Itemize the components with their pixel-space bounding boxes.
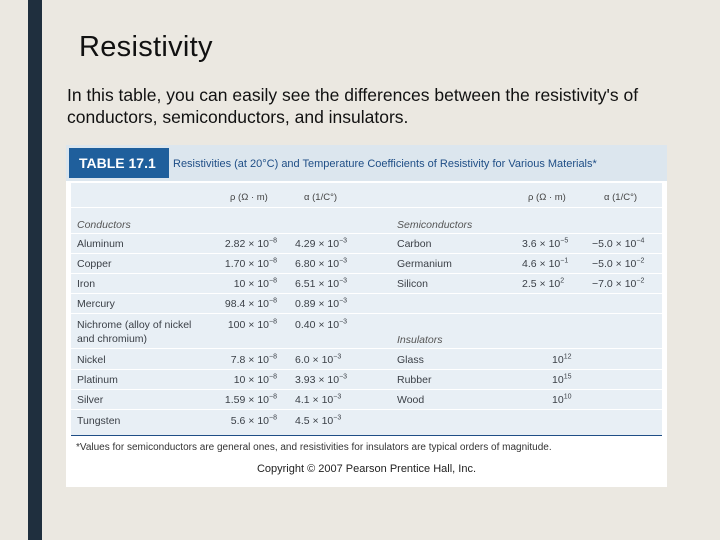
conductor-temp-coefficient: $3.93 \times 10^{-3}$ [295,373,348,386]
semiconductor-temp-coefficient: $-7.0 \times 10^{-2}$ [592,277,645,290]
row-separator [71,253,662,254]
semiconductor-name: Silicon [397,278,428,290]
insulator-name: Rubber [397,374,432,386]
table-body [71,183,662,435]
conductor-resistivity: $98.4 \times 10^{-8}$ [224,297,277,310]
row-separator [71,369,662,370]
conductor-name: Nickel [77,354,106,366]
conductor-temp-coefficient: $4.29 \times 10^{-3}$ [295,237,348,250]
conductor-temp-coefficient: $0.40 \times 10^{-3}$ [295,318,348,331]
table-bottom-rule [71,435,662,436]
conductor-name: Nichrome (alloy of nickel [77,319,192,331]
conductor-name: Tungsten [77,415,121,427]
conductor-temp-coefficient: $6.0 \times 10^{-3}$ [295,353,342,366]
conductor-resistivity: $2.82 \times 10^{-8}$ [224,237,277,250]
conductor-temp-coefficient: $4.5 \times 10^{-3}$ [295,414,342,427]
accent-bar [28,0,42,540]
slide-title: Resistivity [79,31,213,63]
semiconductor-temp-coefficient: $-5.0 \times 10^{-4}$ [592,237,645,250]
conductor-name: Aluminum [77,238,124,250]
header-rho-semiconductors: ρ (Ω · m) [528,192,566,203]
resistivity-table-image [66,145,667,487]
insulator-resistivity: $10^{10}$ [552,393,572,406]
conductor-name: Iron [77,278,96,290]
table-caption: Resistivities (at 20°C) and Temperature Coefficients of Resistivity for Various Materials* [173,158,597,170]
semiconductor-name: Carbon [397,238,432,250]
row-separator [71,389,662,390]
semiconductor-temp-coefficient: $-5.0 \times 10^{-2}$ [592,257,645,270]
row-separator [71,313,662,314]
row-separator [71,273,662,274]
semiconductor-resistivity: $3.6 \times 10^{-5}$ [522,237,569,250]
conductor-name: Mercury [77,298,115,310]
conductor-temp-coefficient: $0.89 \times 10^{-3}$ [295,297,348,310]
row-separator [71,293,662,294]
section-label-conductors: Conductors [77,219,131,231]
semiconductor-resistivity: $2.5 \times 10^2$ [522,277,565,290]
table-header-band [66,145,667,181]
insulator-resistivity: $10^{15}$ [552,373,572,386]
conductor-temp-coefficient: $6.80 \times 10^{-3}$ [295,257,348,270]
insulator-name: Wood [397,394,425,406]
conductor-name: Copper [77,258,112,270]
conductor-resistivity: $10 \times 10^{-8}$ [233,373,277,386]
row-separator [71,207,662,208]
semiconductor-name: Germanium [397,258,452,270]
table-footnote: *Values for semiconductors are general ones, and resistivities for insulators are typical orders of magnitude. [76,442,552,453]
insulator-name: Glass [397,354,424,366]
copyright-notice: Copyright © 2007 Pearson Prentice Hall, Inc. [256,463,477,475]
conductor-resistivity: $5.6 \times 10^{-8}$ [230,414,277,427]
conductor-resistivity: $100 \times 10^{-8}$ [227,318,277,331]
conductor-resistivity: $1.59 \times 10^{-8}$ [224,393,277,406]
section-label-insulators: Insulators [397,334,443,346]
row-separator [71,348,662,349]
conductor-resistivity: $1.70 \times 10^{-8}$ [224,257,277,270]
section-label-semiconductors: Semiconductors [397,219,473,231]
row-separator [71,409,662,410]
conductor-name: Silver [77,394,104,406]
conductor-name: Platinum [77,374,118,386]
conductor-temp-coefficient: $4.1 \times 10^{-3}$ [295,393,342,406]
insulator-resistivity: $10^{12}$ [552,353,572,366]
semiconductor-resistivity: $4.6 \times 10^{-1}$ [522,257,569,270]
slide-body-text: In this table, you can easily see the differences between the resistivity's of conductors, semiconductors, and insulators. [67,85,639,127]
header-alpha-conductors: α (1/C°) [304,192,338,203]
header-rho-conductors: ρ (Ω · m) [230,192,268,203]
row-separator [71,233,662,234]
conductor-name-line2: and chromium) [77,333,148,345]
conductor-temp-coefficient: $6.51 \times 10^{-3}$ [295,277,348,290]
table-number: TABLE 17.1 [69,148,169,178]
header-alpha-semiconductors: α (1/C°) [604,192,638,203]
conductor-resistivity: $7.8 \times 10^{-8}$ [230,353,277,366]
conductor-resistivity: $10 \times 10^{-8}$ [233,277,277,290]
